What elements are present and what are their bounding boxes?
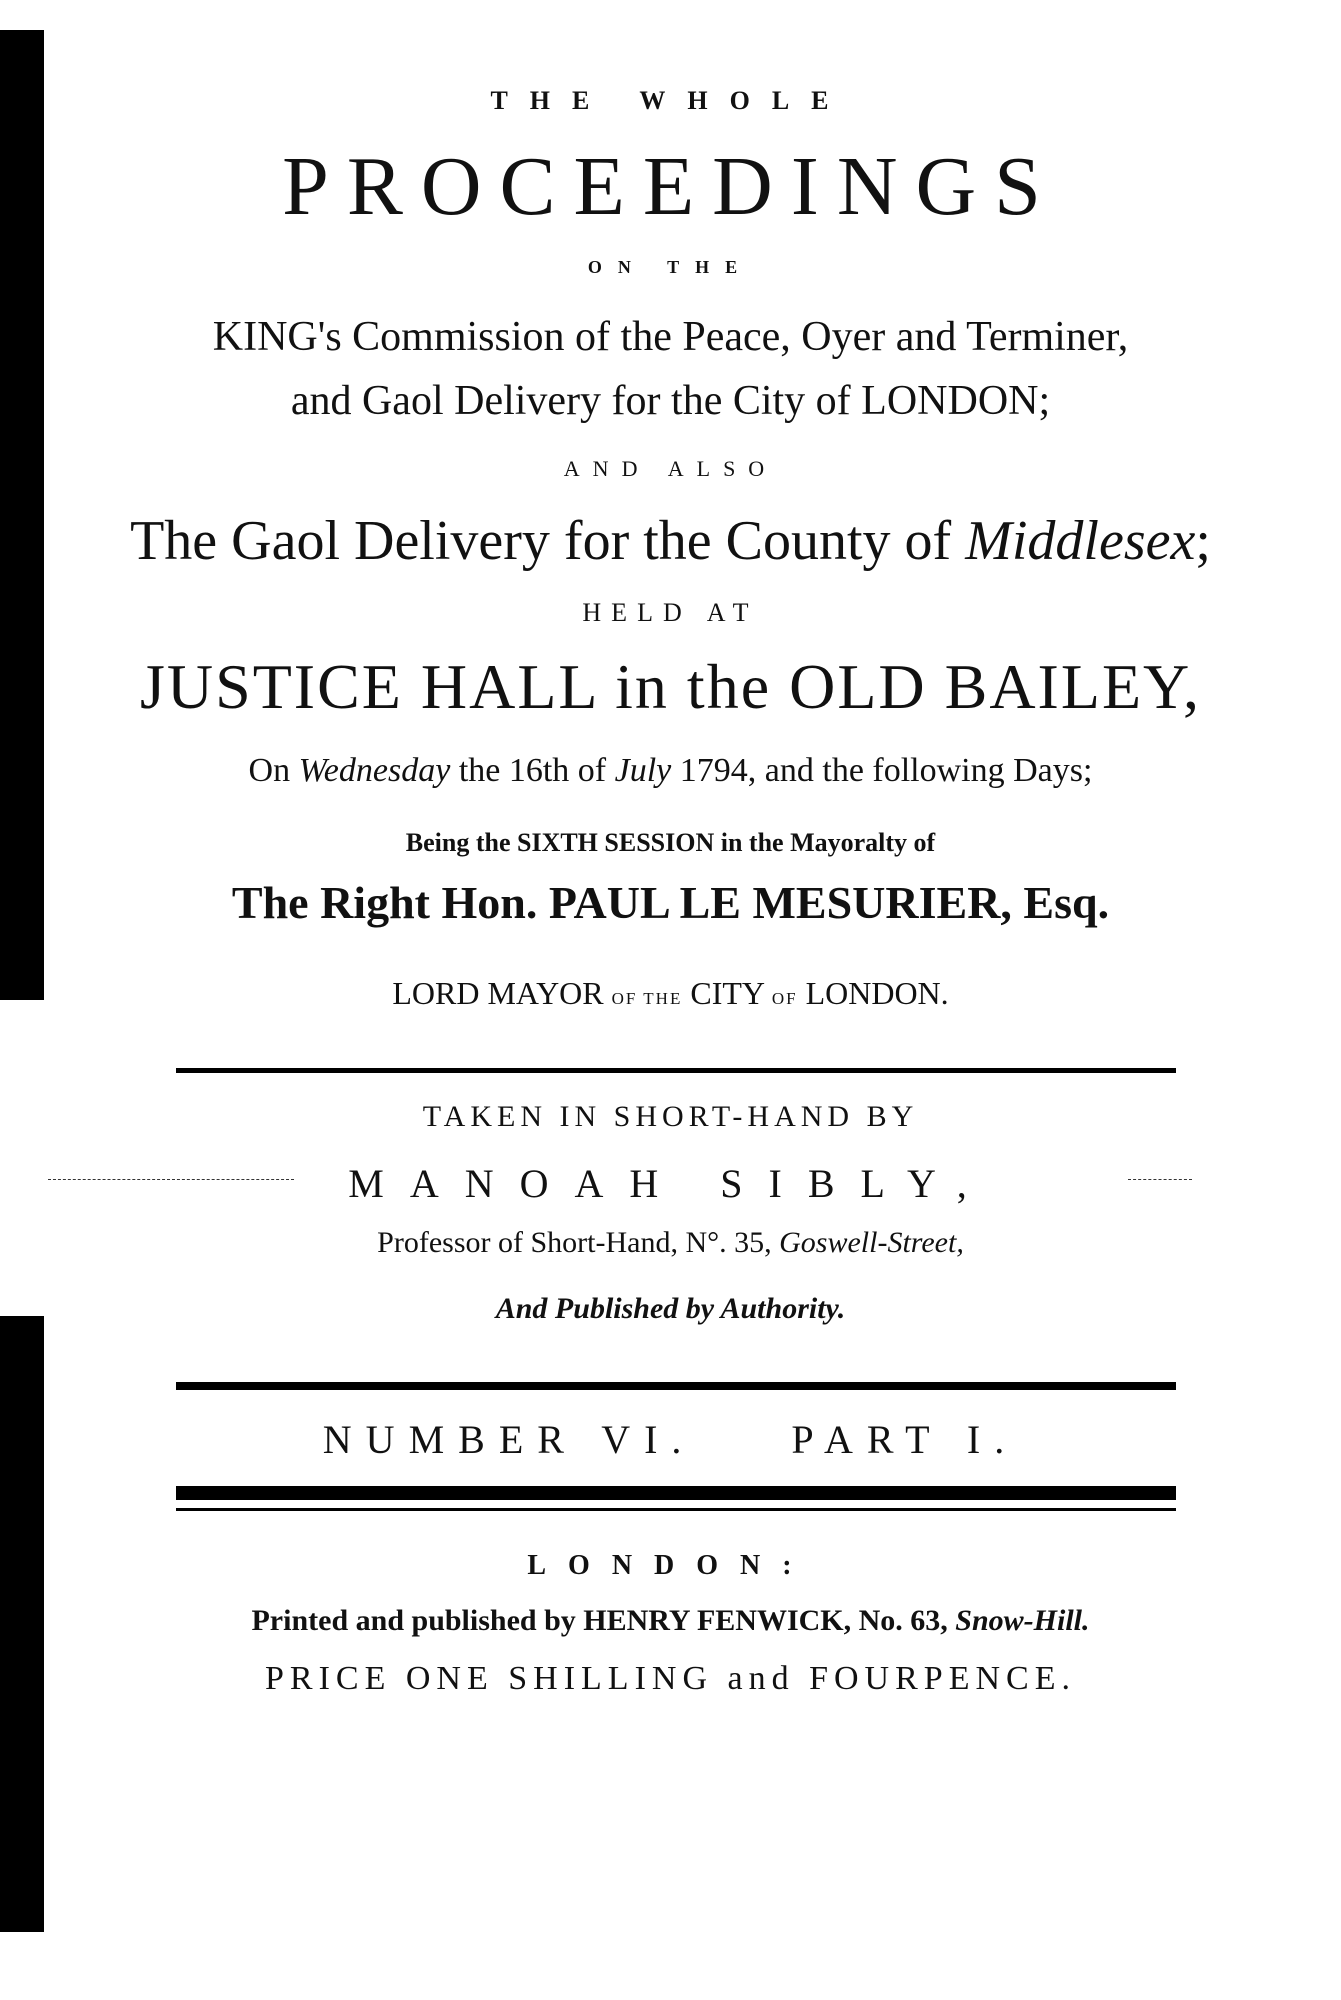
county-line-prefix: The Gaol Delivery for the County of (130, 510, 966, 572)
county-name: Middlesex (965, 510, 1196, 572)
and-also-heading: AND ALSO (563, 456, 778, 481)
the-whole-heading: THE WHOLE (490, 86, 851, 115)
session-number-line: Being the SIXTH SESSION in the Mayoralty of (405, 828, 936, 857)
divider-rule (176, 1068, 1176, 1073)
lord-mayor-part-b: CITY (682, 975, 772, 1011)
gaol-delivery-city-line: and Gaol Delivery for the City of LONDON; (290, 378, 1051, 424)
issue-number: NUMBER VI. (322, 1417, 696, 1462)
published-by-authority: And Published by Authority. (495, 1292, 846, 1325)
professor-prefix: Professor of Short-Hand, N°. 35, (377, 1226, 780, 1259)
divider-rule-thin (176, 1508, 1176, 1511)
price-line: PRICE ONE SHILLING and FOURPENCE. (265, 1660, 1076, 1697)
date-suffix: 1794, and the following Days; (671, 752, 1093, 789)
lord-mayor-line (0, 975, 1341, 1012)
lord-mayor-of-the: OF THE (611, 989, 683, 1008)
date-month: July (614, 752, 672, 789)
reporter-name: MANOAH SIBLY, (348, 1161, 993, 1206)
lord-mayor-part-a: LORD MAYOR (392, 975, 612, 1011)
issue-part: PART I. (791, 1417, 1019, 1462)
held-at-heading: HELD AT (582, 598, 759, 627)
professor-line (0, 1226, 1341, 1260)
issue-number-line (0, 1416, 1341, 1463)
divider-rule-heavy (176, 1486, 1176, 1500)
on-the-heading: ON THE (587, 257, 754, 277)
lord-mayor-part-c: LONDON. (797, 975, 949, 1011)
professor-street: Goswell-Street, (779, 1226, 964, 1259)
printer-prefix: Printed and published by HENRY FENWICK, No. 63, (251, 1604, 956, 1637)
gaol-delivery-county-line (0, 509, 1341, 573)
printer-place: Snow-Hill. (955, 1604, 1090, 1637)
printer-line (0, 1604, 1341, 1638)
proceedings-title: PROCEEDINGS (282, 140, 1059, 233)
kings-commission-line: KING's Commission of the Peace, Oyer and Terminer, (212, 314, 1129, 360)
date-middle: the 16th of (450, 752, 615, 789)
county-line-suffix: ; (1195, 510, 1211, 572)
justice-hall-line: JUSTICE HALL in the OLD BAILEY, (139, 651, 1202, 722)
divider-rule-thick (176, 1382, 1176, 1390)
session-date-line (0, 752, 1341, 790)
date-weekday: Wednesday (298, 752, 451, 789)
lord-mayor-of: OF (771, 989, 798, 1008)
imprint-place: LONDON: (527, 1550, 814, 1581)
date-prefix: On (248, 752, 299, 789)
taken-in-shorthand-line: TAKEN IN SHORT-HAND BY (422, 1100, 919, 1133)
mayor-name-line: The Right Hon. PAUL LE MESURIER, Esq. (231, 877, 1110, 928)
